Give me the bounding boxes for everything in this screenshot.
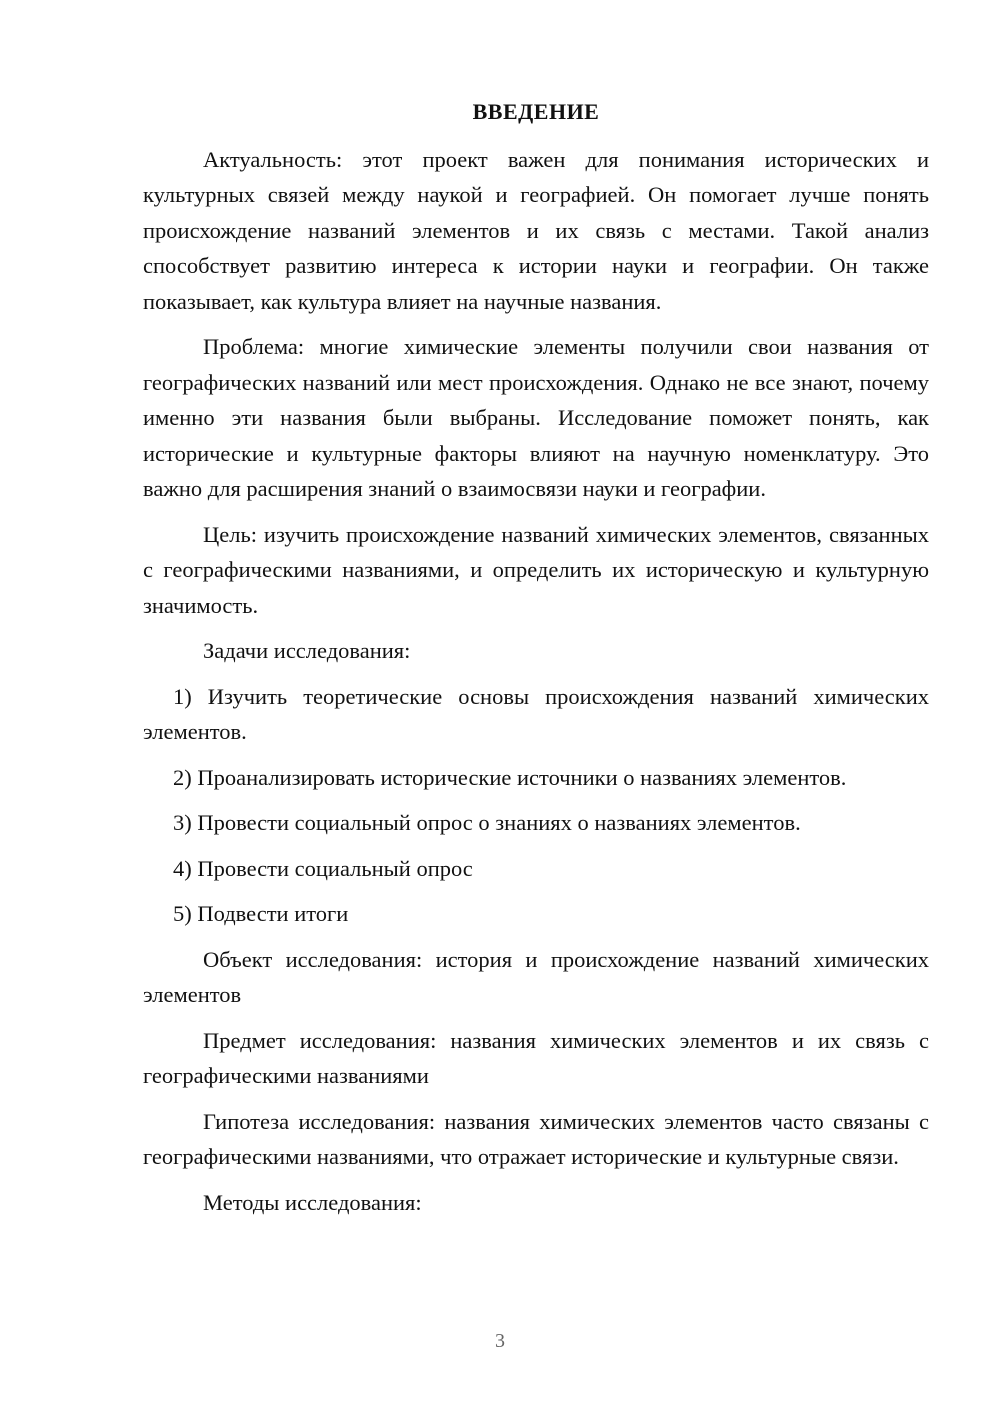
hypothesis-paragraph: Гипотеза исследования: названия химических элементов часто связаны с географическими названиями, что отражает исторические и культурные связи.: [143, 1108, 929, 1169]
task-item-2: 2) Проанализировать исторические источники о названиях элементов.: [173, 764, 847, 790]
page-title: ВВЕДЕНИЕ: [472, 99, 600, 124]
tasks-heading: Задачи исследования:: [203, 638, 411, 663]
relevance-paragraph: Актуальность: этот проект важен для понимания исторических и культурных связей между наукой и географией. Он помогает лучше понять происхождение названий элементов и их связь с местами. Такой анализ способствует развитию интереса к истории науки и географии. Он также показывает, как культура влияет на научные названия.: [143, 146, 929, 314]
problem-paragraph: Проблема: многие химические элементы получили свои названия от географических названий или мест происхождения. Однако не все знают, почему именно эти названия были выбраны. Исследование поможет понять, как исторические и культурные факторы влияют на научную номенклатуру. Это важно для расширения знаний о взаимосвязи науки и географии.: [143, 334, 929, 501]
methods-heading: Методы исследования:: [203, 1189, 422, 1215]
page-number: 3: [495, 1330, 505, 1352]
task-item-5: 5) Подвести итоги: [173, 901, 349, 926]
object-paragraph: Объект исследования: история и происхождение названий химических элементов: [143, 946, 929, 1007]
task-item-1: 1) Изучить теоретические основы происхождения названий химических элементов.: [143, 683, 929, 744]
task-item-4: 4) Провести социальный опрос: [173, 855, 473, 881]
subject-paragraph: Предмет исследования: названия химических элементов и их связь с географическими названиями: [143, 1027, 929, 1088]
task-item-3: 3) Провести социальный опрос о знаниях о названиях элементов.: [173, 810, 801, 835]
goal-paragraph: Цель: изучить происхождение названий химических элементов, связанных с географическими названиями, и определить их историческую и культурную значимость.: [143, 521, 929, 618]
page-content: [143, 94, 929, 1230]
